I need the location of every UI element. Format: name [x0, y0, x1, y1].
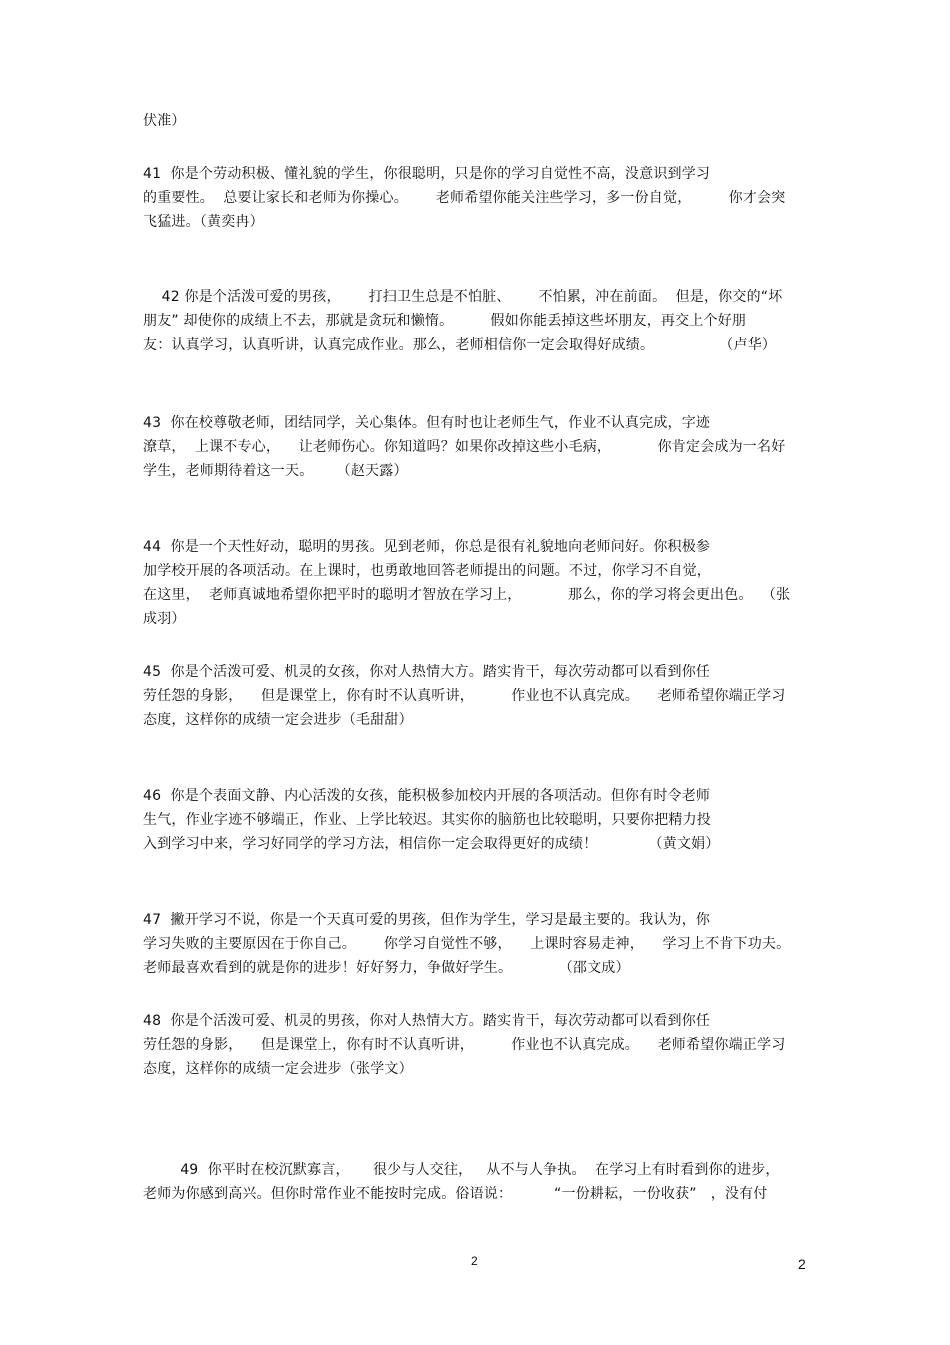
paragraph-line: 45 你是个活泼可爱、机灵的女孩，你对人热情大方。踏实肯干，每次劳动都可以看到你任 [143, 664, 711, 680]
paragraph-line: 态度，这样你的成绩一定会进步（毛甜甜） [143, 712, 413, 728]
paragraph-line: 老师最喜欢看到的就是你的进步！好好努力，争做好学生。 （邵文成） [143, 960, 630, 976]
paragraph-line: 劳任怨的身影， 但是课堂上，你有时不认真听讲， 作业也不认真完成。 老师希望你端正学习 [143, 1037, 786, 1053]
paragraph-line: 在这里， 老师真诚地希望你把平时的聪明才智放在学习上， 那么，你的学习将会更出色。 （张 [143, 587, 791, 603]
paragraph-line: 朋友” 却使你的成绩上不去，那就是贪玩和懒惰。 假如你能丢掉这些坏朋友，再交上个好朋 [143, 313, 747, 329]
paragraph-line: 加学校开展的各项活动。在上课时，也勇敢地回答老师提出的问题。不过，你学习不自觉， [143, 563, 711, 579]
paragraph-line: 48 你是个活泼可爱、机灵的男孩，你对人热情大方。踏实肯干，每次劳动都可以看到你任 [143, 1013, 711, 1029]
paragraph-line: 生气，作业字迹不够端正，作业、上学比较迟。其实你的脑筋也比较聪明，只要你把精力投 [143, 812, 711, 828]
paragraph-line: 49 你平时在校沉默寡言， 很少与人交往， 从不与人争执。 在学习上有时看到你的进步， [143, 1162, 780, 1178]
page-number-center: 2 [471, 1254, 478, 1268]
paragraph-line: 潦草， 上课不专心， 让老师伤心。你知道吗？如果你改掉这些小毛病， 你肯定会成为一名好 [143, 439, 786, 455]
paragraph-line: 伏准） [143, 113, 186, 129]
paragraph-line: 入到学习中来，学习好同学的学习方法，相信你一定会取得更好的成绩！ （黄文娟） [143, 836, 720, 852]
paragraph-line: 42 你是个活泼可爱的男孩， 打扫卫生总是不怕脏、 不怕累，冲在前面。 但是，你交的“坏 [143, 289, 783, 305]
paragraph-line: 41 你是个劳动积极、懂礼貌的学生，你很聪明，只是你的学习自觉性不高，没意识到学习 [143, 166, 711, 182]
paragraph-line: 成羽） [143, 611, 186, 627]
paragraph-line: 老师为你感到高兴。但你时常作业不能按时完成。俗语说： “一份耕耘，一份收获” ，没有付 [143, 1186, 768, 1202]
paragraph-line: 友：认真学习，认真听讲，认真完成作业。那么，老师相信你一定会取得好成绩。 （卢华） [143, 337, 777, 353]
paragraph-line: 47 撇开学习不说，你是一个天真可爱的男孩，但作为学生，学习是最主要的。我认为，你 [143, 912, 711, 928]
paragraph-line: 学生，老师期待着这一天。 （赵天露） [143, 463, 408, 479]
paragraph-line: 劳任怨的身影， 但是课堂上，你有时不认真听讲， 作业也不认真完成。 老师希望你端正学习 [143, 688, 786, 704]
paragraph-line: 46 你是个表面文静、内心活泼的女孩，能积极参加校内开展的各项活动。但你有时令老师 [143, 788, 711, 804]
paragraph-line: 44 你是一个天性好动，聪明的男孩。见到老师，你总是很有礼貌地向老师问好。你积极参 [143, 539, 711, 555]
paragraph-line: 态度，这样你的成绩一定会进步（张学文） [143, 1061, 413, 1077]
paragraph-line: 飞猛进。（黄奕冉） [143, 214, 264, 230]
paragraph-line: 43 你在校尊敬老师，团结同学，关心集体。但有时也让老师生气，作业不认真完成，字迹 [143, 415, 711, 431]
paragraph-line: 学习失败的主要原因在于你自己。 你学习自觉性不够， 上课时容易走神， 学习上不肯下功夫。 [143, 936, 791, 952]
page-number-right: 2 [798, 1256, 806, 1272]
paragraph-line: 的重要性。 总要让家长和老师为你操心。 老师希望你能关注些学习，多一份自觉， 你才会突 [143, 190, 786, 206]
